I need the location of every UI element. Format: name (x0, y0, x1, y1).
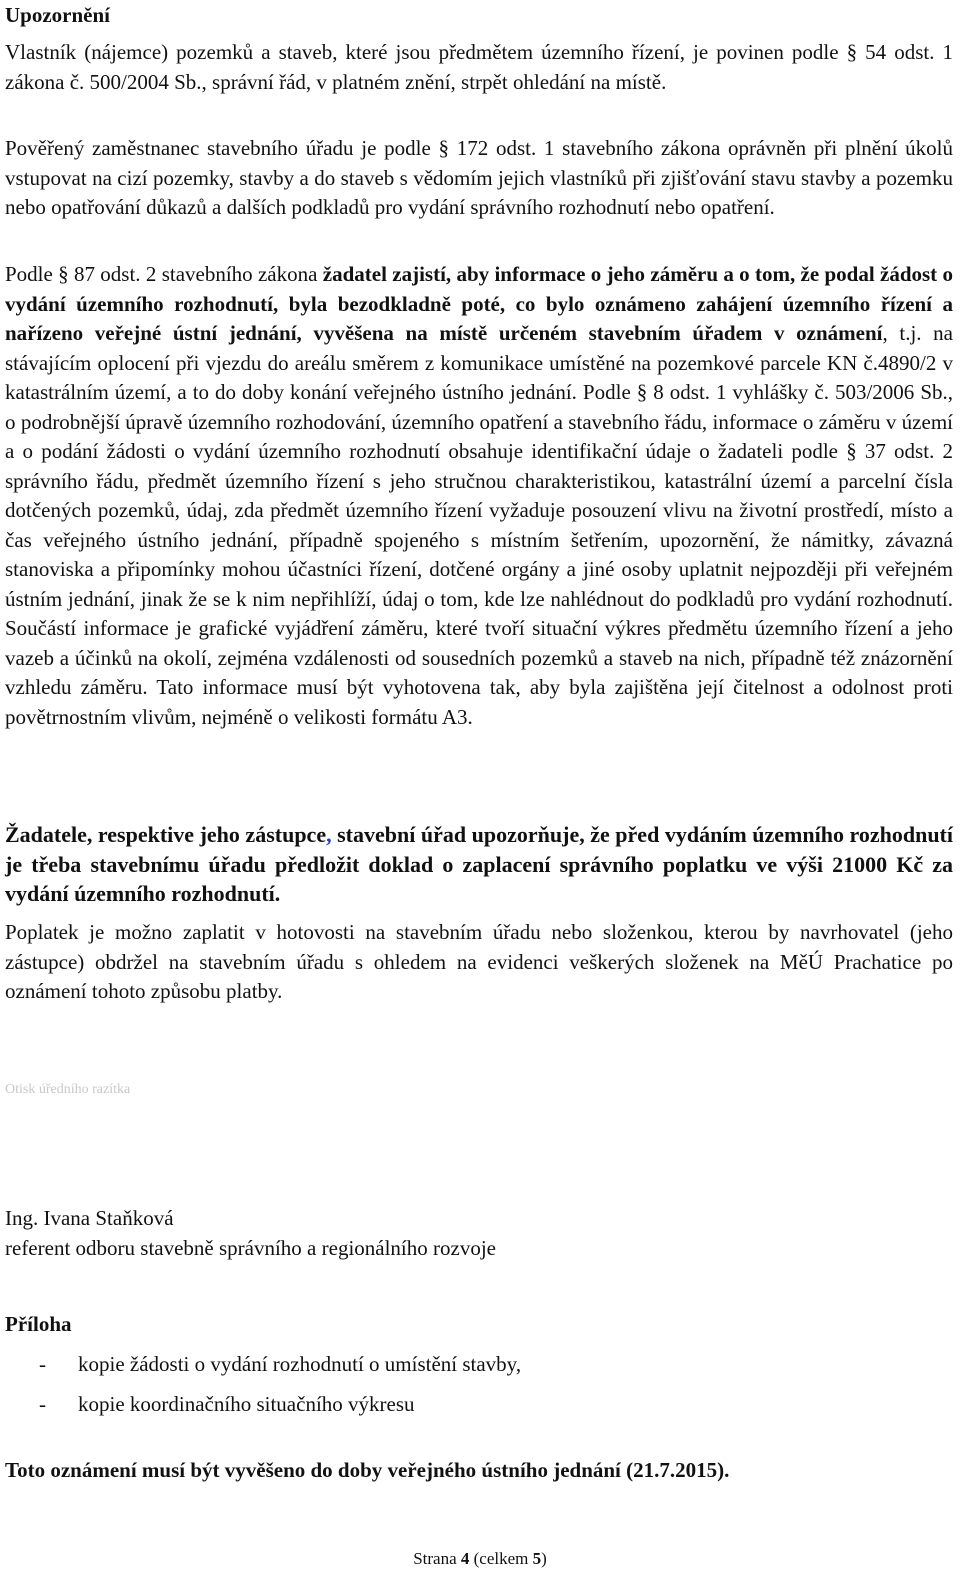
para3-rest: , t.j. na stávajícím oplocení při vjezdu do areálu směrem z komunikace umístěné na pozemkové parcele KN č.4890/2 v katastrálním území, a to do doby konání veřejného ústního jednání. Podle § 8 odst. 1 vyhlášky č. 503/2006 Sb., o podrobnější úpravě územního rozhodování, územního opatření a stavebního řádu, informace o záměru v území a o podání žádosti o vydání územního rozhodnutí obsahuje identifikační údaje o žadateli podle § 37 odst. 2 správního řádu, předmět územního řízení s jeho stručnou charakteristikou, katastrální území a parcelní čísla dotčených pozemků, údaj, zda předmět územního řízení vyžaduje posouzení vlivu na životní prostředí, místo a čas veřejného ústního jednání, případně spojeného s místním šetřením, upozornění, že námitky, závazná stanoviska a připomínky mohou účastníci řízení, dotčené orgány a jiné osoby uplatnit nejpozději při veřejném ústním jednání, jinak že se k nim nepřihlíží, údaj o tom, kde lze nahlédnout do podkladů pro vydání rozhodnutí. Součástí informace je grafické vyjádření záměru, které tvoří situační výkres předmětu územního řízení a jeho vazeb a účinků na okolí, zejména vzdálenosti od sousedních pozemků a staveb na nich, případně též znázornění vzhledu záměru. Tato informace musí být vyhotovena tak, aby byla zajištěna její čitelnost a odolnost proti povětrnostním vlivům, nejméně o velikosti formátu A3. (5, 321, 953, 729)
paragraph-fee-warning (5, 820, 953, 909)
footer-middle: (celkem (469, 1549, 533, 1568)
attachments-title: Příloha (5, 1312, 72, 1336)
paragraph-authorized-employee: Pověřený zaměstnanec stavebního úřadu je podle § 172 odst. 1 stavebního zákona oprávněn při plnění úkolů vstupovat na cizí pozemky, stavby a do staveb s vědomím jejich vlastníků při zjišťování stavu stavby a pozemku nebo opatřování důkazů a dalších podkladů pro vydání správního rozhodnutí nebo opatření. (5, 136, 953, 219)
list-dash: - (39, 1392, 46, 1416)
page-footer (0, 1544, 960, 1574)
para4-bold2: stavební úřad upozorňuje, že před vydáním územního rozhodnutí je třeba stavebnímu úřadu předložit doklad o zaplacení správního poplatku ve výši 21000 Kč za vydání územního rozhodnutí. (5, 822, 953, 906)
attachments-list (5, 1350, 521, 1430)
paragraph-applicant-information (5, 260, 953, 732)
signature-block (5, 1203, 496, 1263)
paragraph-inspection-duty: Vlastník (nájemce) pozemků a staveb, které jsou předmětem územního řízení, je povinen podle § 54 odst. 1 zákona č. 500/2004 Sb., správní řád, v platném znění, strpět ohledání na místě. (5, 40, 953, 94)
footer-total-pages: 5 (532, 1549, 542, 1568)
list-item (5, 1350, 521, 1390)
attachment-1: kopie žádosti o vydání rozhodnutí o umístění stavby, (78, 1352, 522, 1376)
para3-bold: žadatel zajistí, aby informace o jeho záměru a o tom, že podal žádost o vydání územního rozhodnutí, byla bezodkladně poté, co bylo oznámeno zahájení územního řízení a nařízeno veřejné ústní jednání, vyvěšena na místě určeném stavebním úřadem v oznámení (5, 262, 953, 345)
footer-prefix: Strana (413, 1549, 461, 1568)
attachment-2: kopie koordinačního situačního výkresu (78, 1392, 415, 1416)
final-notice: Toto oznámení musí být vyvěšeno do doby veřejného ústního jednání (21.7.2015). (5, 1458, 730, 1482)
paragraph-payment: Poplatek je možno zaplatit v hotovosti na stavebním úřadu nebo složenkou, kterou by navrhovatel (jeho zástupce) obdržel na stavebním úřadu s ohledem na evidenci veškerých složenek na MěÚ Prachatice po oznámení tohoto způsobu platby. (5, 920, 953, 1003)
list-item (5, 1390, 521, 1430)
footer-page-number: 4 (460, 1549, 470, 1568)
signer-title: referent odboru stavebně správního a regionálního rozvoje (5, 1236, 496, 1260)
list-dash: - (39, 1352, 46, 1376)
heading: Upozornění (5, 3, 110, 27)
signer-name: Ing. Ivana Staňková (5, 1206, 174, 1230)
para3-lead: Podle § 87 odst. 2 stavebního zákona (5, 262, 323, 286)
footer-suffix: ) (541, 1549, 547, 1568)
official-stamp-placeholder: Otisk úředního razítka (5, 1082, 131, 1097)
para4-comma: , (326, 822, 332, 847)
para4-bold1: Žadatele, respektive jeho zástupce (5, 822, 327, 847)
